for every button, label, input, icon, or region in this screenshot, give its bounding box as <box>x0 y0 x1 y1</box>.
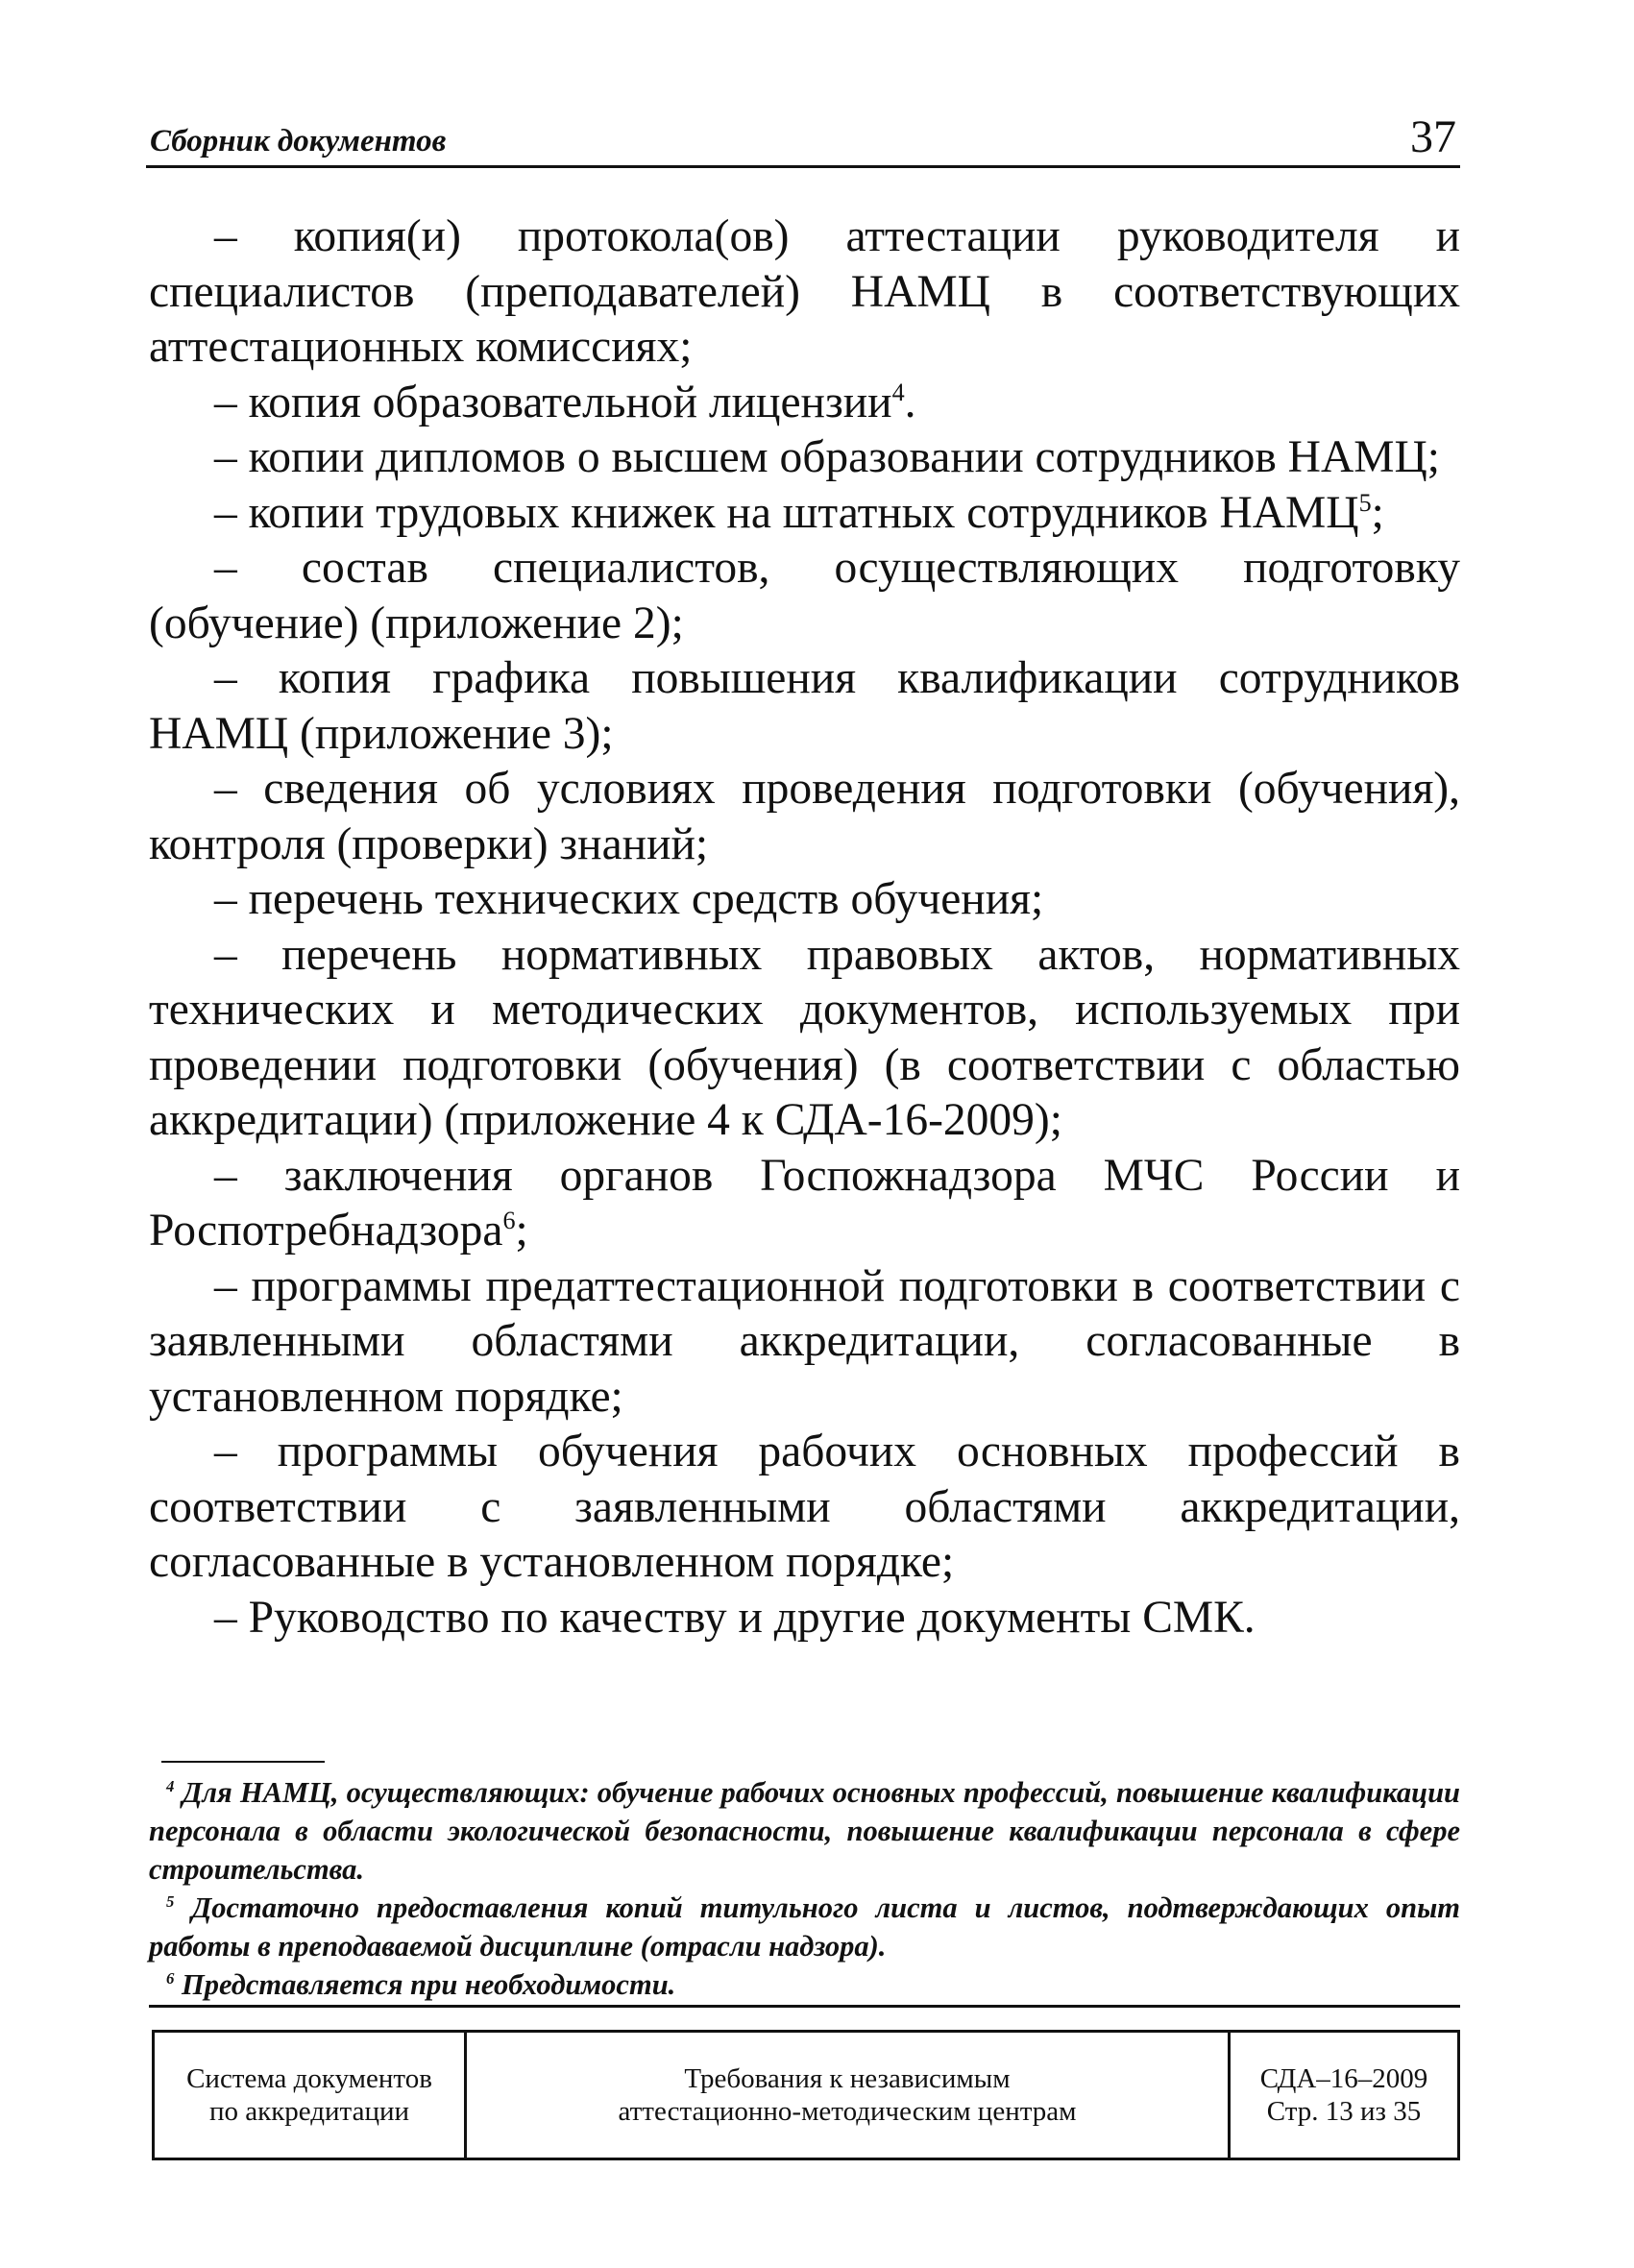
footer-divider <box>149 2005 1460 2008</box>
page-number: 37 <box>1410 111 1456 162</box>
list-item: – копия графика повышения квалификации сотрудников НАМЦ (приложение 3); <box>149 653 1460 759</box>
footnote: $^5$ Достаточно предоставления копий титульного листа и листов, подтверждающих опыт работы в преподаваемой дисциплине (отрасли надзора). <box>149 1891 1460 1963</box>
list-item: – копии дипломов о высшем образовании сотрудников НАМЦ; <box>214 432 1440 482</box>
footnote-ref: 4 <box>891 378 905 406</box>
footer-title-line1: Требования к независимым <box>684 2063 1011 2094</box>
list-item: – копия(и) протокола(ов) аттестации руководителя и специалистов (преподавателей) НАМЦ в соответствующих аттестационных комиссиях; <box>149 211 1460 372</box>
footer-title-cell <box>467 2033 1231 2158</box>
list-item: – Руководство по качеству и другие документы СМК. <box>214 1592 1256 1643</box>
footnote-ref: 5 <box>1358 488 1372 517</box>
footer-system-line2: по аккредитации <box>208 2096 410 2127</box>
footnotes <box>149 1773 1460 2004</box>
list-item: – состав специалистов, осуществляющих подготовку (обучение) (приложение 2); <box>149 543 1460 648</box>
footnote-mark: 4 <box>166 1776 175 1795</box>
footnote-ref: 6 <box>502 1207 516 1235</box>
main-text <box>149 209 1460 1646</box>
footnote: $^6$ Представляется при необходимости. <box>166 1968 676 2001</box>
footer-title-line2: аттестационно-методическим центрам <box>618 2096 1077 2127</box>
list-item: – программы обучения рабочих основных профессий в соответствии с заявленными областями аккредитации, согласованные в установленном порядке; <box>149 1427 1460 1587</box>
footer-page-info: Стр. 13 из 35 <box>1266 2096 1422 2127</box>
footnote-mark: 6 <box>166 1968 175 1988</box>
header-title: Сборник документов <box>150 124 447 159</box>
footer-code: СДА–16–2009 <box>1259 2063 1428 2094</box>
footnote-mark: 5 <box>166 1891 175 1911</box>
footnote: $^4$ Для НАМЦ, осуществляющих: обучение рабочих основных профессий, повышение квалификации персонала в области экологической безопасности, повышение квалификации персонала в сфере строительства. <box>149 1776 1460 1886</box>
list-item: – сведения об условиях проведения подготовки (обучения), контроля (проверки) знаний; <box>149 764 1460 869</box>
list-item: – программы предаттестационной подготовки в соответствии с заявленными областями аккредитации, согласованные в установленном порядке; <box>149 1260 1460 1422</box>
footer-system-cell <box>155 2033 467 2158</box>
list-item: – заключения органов Госпожнадзора МЧС России и Роспотребнадзора$^6$; <box>149 1150 1460 1256</box>
list-item: – перечень технических средств обучения; <box>214 874 1044 924</box>
list-item: – перечень нормативных правовых актов, нормативных технических и методических документов, используемых при проведении подготовки (обучения) (в соответствии с областью аккредитации) (приложение 4 к СДА-16-2009); <box>149 929 1460 1145</box>
page-header <box>146 113 1460 168</box>
footer-table <box>152 2030 1460 2160</box>
list-item: – копии трудовых книжек на штатных сотрудников НАМЦ$^5$; <box>214 487 1384 538</box>
footnote-divider <box>161 1761 325 1763</box>
footer-code-cell <box>1231 2033 1457 2158</box>
footer-system-line1: Система документов <box>186 2063 432 2094</box>
list-item: – копия образовательной лицензии$^4$. <box>214 377 916 427</box>
